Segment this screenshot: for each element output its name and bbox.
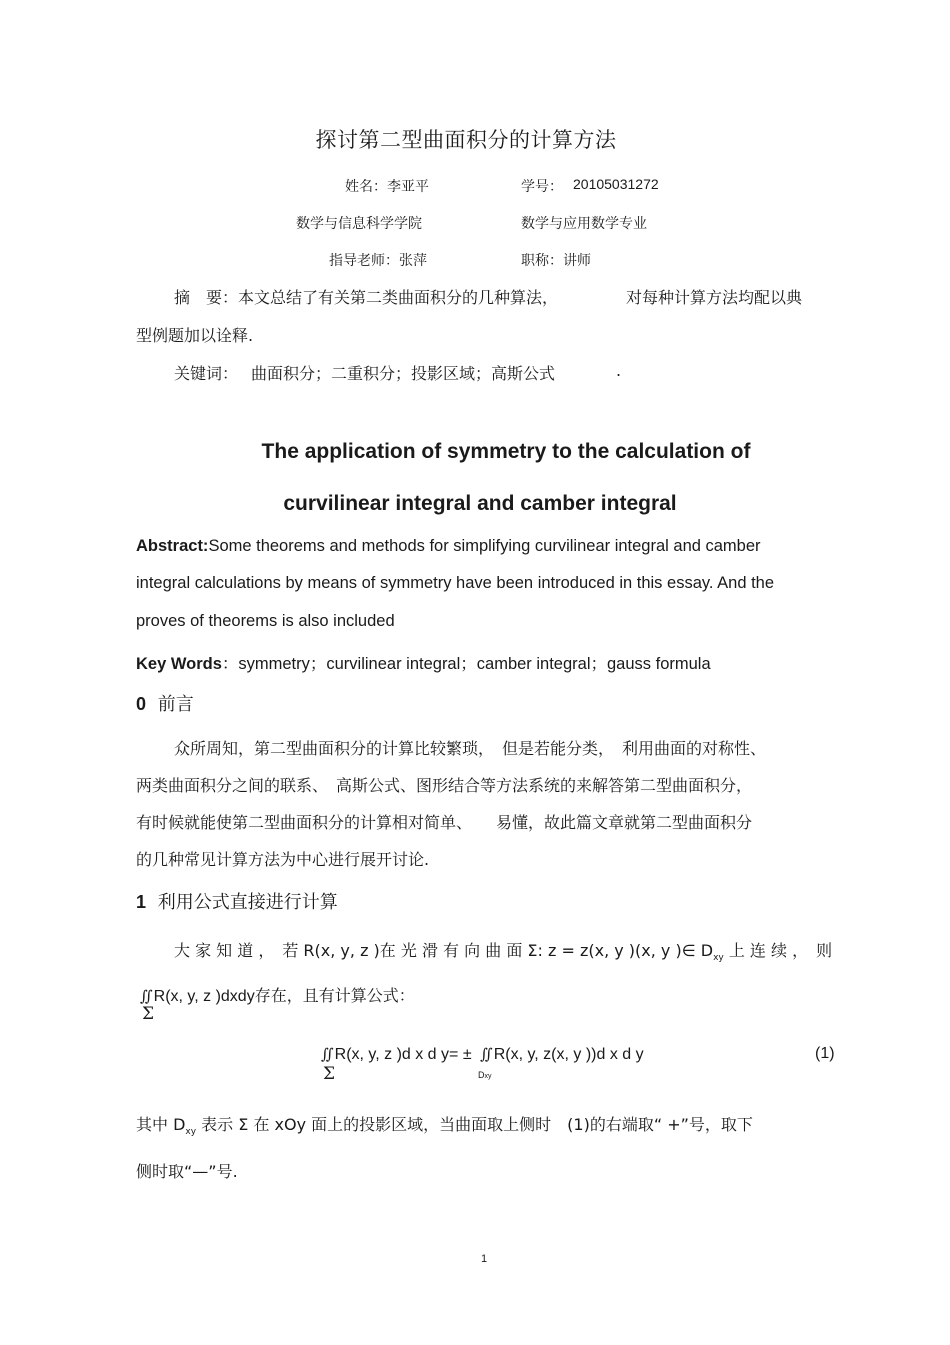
- section0-number: 0: [136, 694, 147, 714]
- page-number: 1: [480, 1253, 488, 1265]
- abstract-en-line3: proves of theorems is also included: [136, 612, 395, 630]
- formula-left: R(x, y, z )d x d y: [334, 1046, 450, 1063]
- double-integral-icon: ∫∫: [140, 987, 150, 1005]
- section1-p2-expr: R(x, y, z )dxdy: [153, 988, 255, 1005]
- section1-number: 1: [136, 892, 147, 912]
- author-name: 姓名：李亚平: [345, 179, 429, 195]
- major: 数学与应用数学专业: [521, 216, 647, 232]
- abstract-en-line1: Some theorems and methods for simplifying curvilinear integral and camber: [208, 537, 761, 555]
- keywords-cn-label: 关键词：: [174, 364, 239, 383]
- college: 数学与信息科学学院: [296, 216, 422, 232]
- formula-eq: = ±: [449, 1046, 472, 1063]
- keywords-cn-end: .: [616, 361, 622, 380]
- section1-p3-end: 表示 Σ 在 xOy 面上的投影区域，当曲面取上侧时 (1)的右端取“ +”号，取下: [196, 1115, 753, 1134]
- section0-line1: 众所周知，第二型曲面积分的计算比较繁琐， 但是若能分类， 利用曲面的对称性、: [174, 739, 767, 758]
- section1-p3-subscript: xy: [185, 1127, 197, 1137]
- abstract-cn-line1: 摘 要：本文总结了有关第二类曲面积分的几种算法，: [174, 288, 559, 307]
- abstract-cn-line2: 型例题加以诠释.: [136, 326, 254, 345]
- english-title-line2: curvilinear integral and camber integral: [283, 492, 677, 515]
- student-id-label: 学号：: [521, 179, 563, 195]
- formula-sigma-icon: Σ: [323, 1064, 336, 1084]
- section1-p2-text: 存在，且有计算公式：: [254, 986, 415, 1005]
- abstract-en-line2: integral calculations by means of symmetry have been introduced in this essay. And the: [136, 574, 775, 592]
- section0-line2: 两类曲面积分之间的联系、 高斯公式、图形结合等方法系统的来解答第二型曲面积分，: [136, 776, 753, 795]
- abstract-en-label: Abstract:: [136, 537, 209, 555]
- double-integral-left-icon: ∫∫: [321, 1045, 331, 1063]
- sigma-icon: Σ: [142, 1004, 155, 1024]
- section1-p1-subscript: xy: [713, 953, 724, 963]
- section1-p4: 侧时取“—”号.: [136, 1162, 238, 1181]
- section1-p3: 其中 D: [136, 1115, 186, 1134]
- keywords-en: ：symmetry；curvilinear integral；camber integral；gauss formula: [221, 655, 711, 673]
- keywords-cn: 曲面积分；二重积分；投影区域；高斯公式: [251, 364, 556, 383]
- section0-line3: 有时候就能使第二型曲面积分的计算相对简单、 易懂，故此篇文章就第二型曲面积分: [136, 813, 753, 832]
- formula-label: (1): [815, 1045, 835, 1062]
- section1-title: 利用公式直接进行计算: [157, 892, 338, 913]
- double-integral-right-icon: ∫∫: [480, 1045, 490, 1063]
- advisor-rank: 职称：讲师: [521, 253, 591, 269]
- page-title: 探讨第二型曲面积分的计算方法: [315, 128, 617, 152]
- abstract-cn-line1-end: 对每种计算方法均配以典: [626, 288, 803, 307]
- section1-p1-end: 上 连 续 ， 则: [723, 941, 833, 960]
- formula-domain: D: [478, 1070, 485, 1080]
- english-title-line1: The application of symmetry to the calculation of: [261, 440, 751, 463]
- formula-right: R(x, y, z(x, y ))d x d y: [493, 1046, 644, 1063]
- student-id-value: 20105031272: [573, 176, 659, 192]
- keywords-en-label: Key Words: [136, 655, 222, 673]
- section0-line4: 的几种常见计算方法为中心进行展开讨论.: [136, 850, 430, 869]
- section0-title: 前言: [157, 694, 194, 715]
- section1-p1: 大 家 知 道 ， 若 R(x, y, z )在 光 滑 有 向 曲 面 Σ: z = z(x, y )(x, y )∈ D: [174, 941, 714, 960]
- advisor: 指导老师：张萍: [329, 253, 427, 269]
- formula-domain-sub: xy: [484, 1073, 492, 1080]
